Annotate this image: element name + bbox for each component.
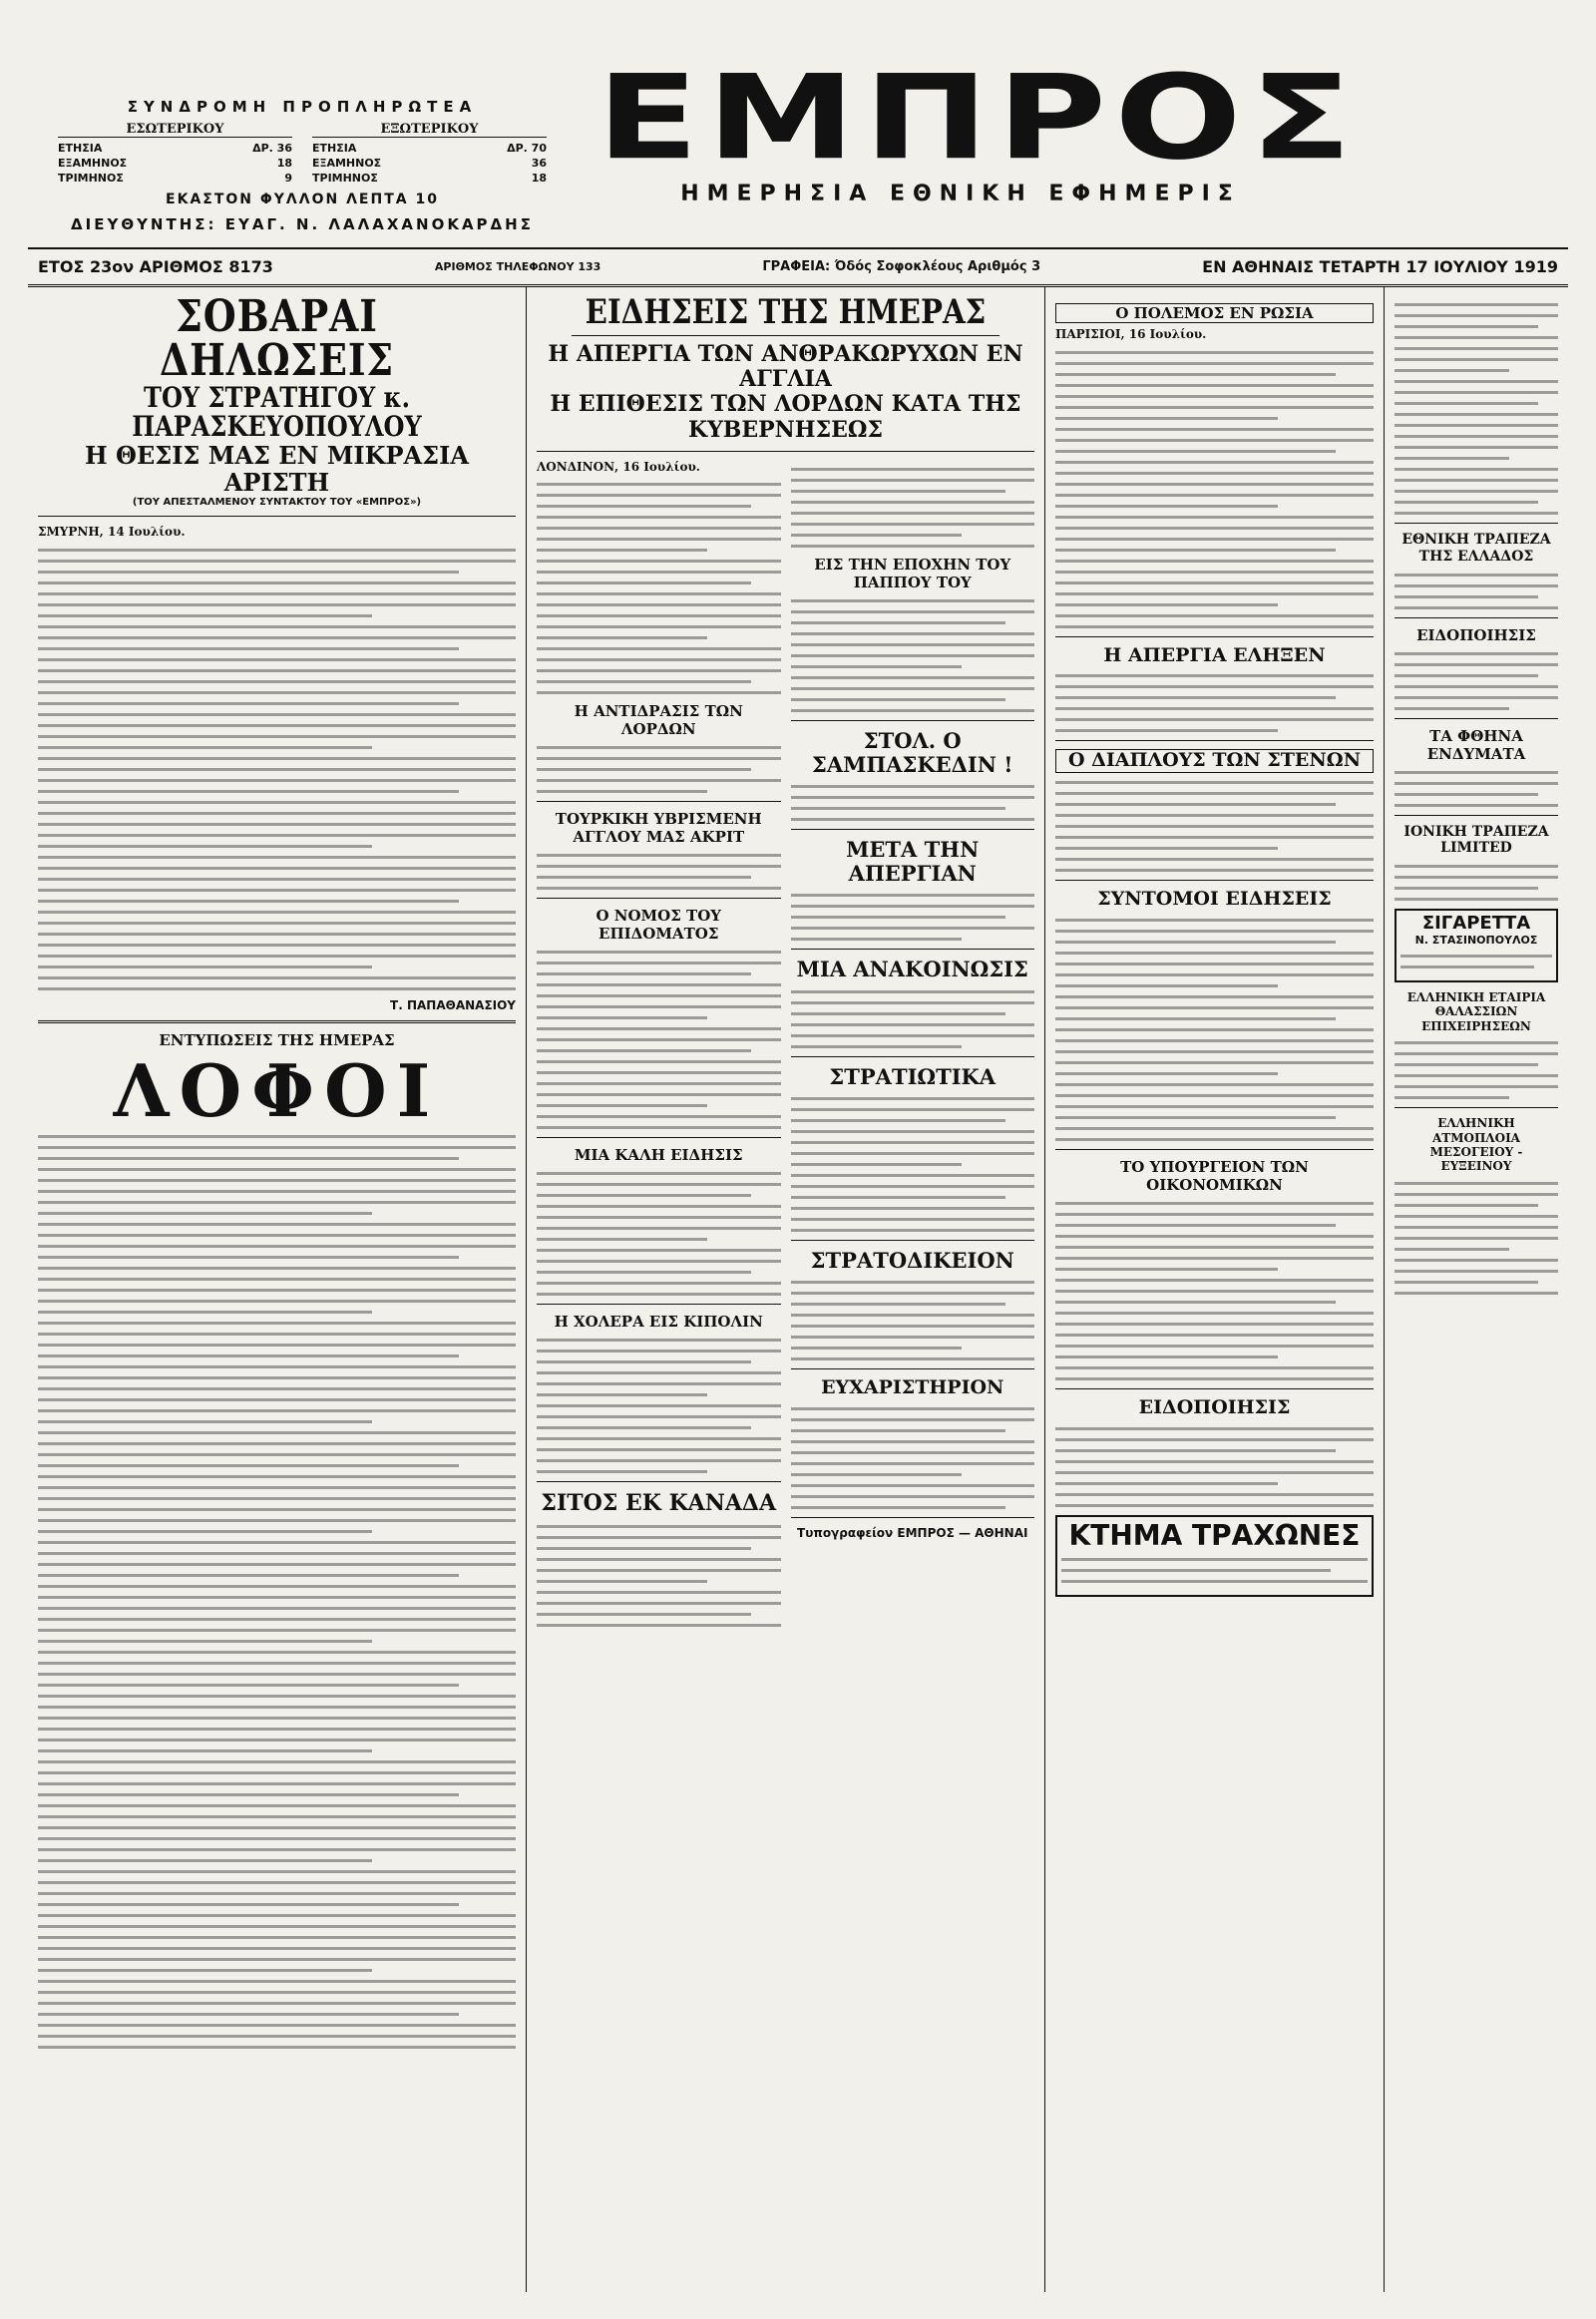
rate-label: ΕΤΗΣΙΑ <box>312 142 357 155</box>
rate-label: ΕΞΑΜΗΝΟΣ <box>58 157 128 170</box>
subhead: ΤΑ ΦΘΗΝΑ ΕΝΔΥΜΑΤΑ <box>1426 726 1526 763</box>
section-title: ΕΙΔΗΣΕΙΣ ΤΗΣ ΗΜΕΡΑΣ <box>572 295 999 336</box>
column-3 <box>1045 287 1385 2292</box>
headline-lords: Η ΕΠΙΘΕΣΙΣ ΤΩΝ ΛΟΡΔΩΝ ΚΑΤΑ ΤΗΣ ΚΥΒΕΡΝΗΣΕΩΣ <box>550 391 1021 443</box>
subhead: Ο ΠΟΛΕΜΟΣ ΕΝ ΡΩΣΙΑ <box>1055 303 1374 323</box>
subhead: Η ΑΠΕΡΓΙΑ ΕΛΗΞΕΝ <box>1103 643 1326 666</box>
headline-strike: Η ΑΠΕΡΓΙΑ ΤΩΝ ΑΝΘΡΑΚΩΡΥΧΩΝ ΕΝ ΑΓΓΛΙΑ <box>548 340 1023 392</box>
rate-value: 36 <box>531 157 547 170</box>
rate-label: ΕΤΗΣΙΑ <box>58 142 103 155</box>
byline: (ΤΟΥ ΑΠΕΣΤΑΛΜΕΝΟΥ ΣΥΝΤΑΚΤΟΥ ΤΟΥ «ΕΜΠΡΟΣ») <box>132 496 422 508</box>
article-body <box>537 483 781 694</box>
rate-value: ΔΡ. 36 <box>252 142 292 155</box>
ad-title: ΚΤΗΜΑ ΤΡΑΧΩΝΕΣ <box>1068 1518 1361 1552</box>
article-dateline: ΛΟΝΔΙΝΟΝ, 16 Ιουλίου. <box>537 459 700 474</box>
subhead: ΣΤΡΑΤΙΩΤΙΚΑ <box>829 1063 997 1089</box>
subhead: Ο ΝΟΜΟΣ ΤΟΥ ΕΠΙΔΟΜΑΤΟΣ <box>596 907 721 944</box>
domestic-heading: ΕΣΩΤΕΡΙΚΟΥ <box>58 122 292 138</box>
subhead: ΣΤΡΑΤΟΔΙΚΕΙΟΝ <box>810 1247 1014 1273</box>
article-dateline: ΣΜΥΡΝΗ, 14 Ιουλίου. <box>38 524 186 539</box>
rate-label: ΕΞΑΜΗΝΟΣ <box>312 157 382 170</box>
subhead: ΙΟΝΙΚΗ ΤΡΑΠΕΖΑ LIMITED <box>1403 823 1549 857</box>
feature-title: ΛΟΦΟΙ <box>113 1047 441 1133</box>
director-line: ΔΙΕΥΘΥΝΤΗΣ: ΕΥΑΓ. Ν. ΛΑΛΑΧΑΝΟΚΑΡΔΗΣ <box>71 215 534 233</box>
subhead: ΣΥΝΤΟΜΟΙ ΕΙΔΗΣΕΙΣ <box>1097 888 1332 911</box>
subhead: ΕΛΛΗΝΙΚΗ ΑΤΜΟΠΛΟΙΑ ΜΕΣΟΓΕΙΟΥ - ΕΥΞΕΙΝΟΥ <box>1429 1116 1523 1174</box>
subhead: ΜΙΑ ΚΑΛΗ ΕΙΔΗΣΙΣ <box>574 1146 743 1165</box>
subhead: ΣΤΟΛ. Ο ΣΑΜΠΑΣΚΕΔΙΝ ! <box>812 727 1013 778</box>
subhead: ΕΥΧΑΡΙΣΤΗΡΙΟΝ <box>821 1375 1004 1398</box>
subhead: Η ΑΝΤΙΔΡΑΣΙΣ ΤΩΝ ΛΟΡΔΩΝ <box>574 702 743 739</box>
headline-sub: ΤΟΥ ΣΤΡΑΤΗΓΟΥ κ. ΠΑΡΑΣΚΕΥΟΠΟΥΛΟΥ <box>132 381 422 444</box>
column-1 <box>28 287 527 2292</box>
subhead: ΕΙΣ ΤΗΝ ΕΠΟΧΗΝ ΤΟΥ ΠΑΠΠΟΥ ΤΟΥ <box>814 555 1011 591</box>
subhead: Η ΧΟΛΕΡΑ ΕΙΣ ΚΙΠΟΛΙΝ <box>554 1313 763 1332</box>
feature-body <box>38 1135 516 2049</box>
subscription-title: ΣΥΝΔΡΟΜΗ ΠΡΟΠΛΗΡΩΤΕΑ <box>127 98 478 116</box>
foreign-heading: ΕΞΩΤΕΡΙΚΟΥ <box>312 122 547 138</box>
subhead: ΣΙΤΟΣ ΕΚ ΚΑΝΑΔΑ <box>541 1490 777 1517</box>
ad-title: ΣΙΓΑΡΕΤΤΑ <box>1421 913 1531 935</box>
subhead: ΕΛΛΗΝΙΚΗ ΕΤΑΙΡΙΑ ΘΑΛΑΣΣΙΩΝ ΕΠΙΧΕΙΡΗΣΕΩΝ <box>1406 990 1546 1033</box>
subhead: ΕΙΔΟΠΟΙΗΣΙΣ <box>1416 625 1536 644</box>
main-headline: ΣΟΒΑΡΑΙ ΔΗΛΩΣΕΙΣ <box>159 291 395 386</box>
subhead: ΜΙΑ ΑΝΑΚΟΙΝΩΣΙΣ <box>796 957 1028 982</box>
rate-value: 9 <box>284 172 292 185</box>
issue-date: ΕΝ ΑΘΗΝΑΙΣ ΤΕΤΑΡΤΗ 17 ΙΟΥΛΙΟΥ 1919 <box>1202 257 1558 276</box>
column-2 <box>527 287 1045 2292</box>
newspaper-logo: ΕΜΠΡΟΣ <box>597 50 1361 187</box>
issue-number: ΕΤΟΣ 23ον ΑΡΙΘΜΟΣ 8173 <box>38 257 273 276</box>
ad-subtitle: Ν. ΣΤΑΣΙΝΟΠΟΥΛΟΣ <box>1414 934 1538 948</box>
issue-price: ΕΚΑΣΤΟΝ ΦΥΛΛΟΝ ΛΕΠΤΑ 10 <box>166 192 439 207</box>
subhead: ΕΙΔΟΠΟΙΗΣΙΣ <box>1138 1396 1291 1419</box>
headline-third: Η ΘΕΣΙΣ ΜΑΣ ΕΝ ΜΙΚΡΑΣΙΑ ΑΡΙΣΤΗ <box>85 440 469 498</box>
topic-label: ΕΝΤΥΠΩΣΕΙΣ ΤΗΣ ΗΜΕΡΑΣ <box>159 1030 395 1049</box>
printer-note: Τυπογραφείον ΕΜΠΡΟΣ — ΑΘΗΝΑΙ <box>797 1525 1028 1540</box>
article-body <box>38 549 516 990</box>
subscription-box <box>58 98 547 233</box>
subhead: ΤΟ ΥΠΟΥΡΓΕΙΟΝ ΤΩΝ ΟΙΚΟΝΟΜΙΚΩΝ <box>1120 1158 1309 1195</box>
rate-value: 18 <box>531 172 547 185</box>
masthead <box>28 20 1568 249</box>
rate-value: ΔΡ. 70 <box>507 142 547 155</box>
advertisement <box>1055 1515 1374 1597</box>
subhead: ΕΘΝΙΚΗ ΤΡΑΠΕΖΑ ΤΗΣ ΕΛΛΑΔΟΣ <box>1401 532 1551 565</box>
subhead: Ο ΔΙΑΠΛΟΥΣ ΤΩΝ ΣΤΕΝΩΝ <box>1055 749 1374 773</box>
advertisement <box>1395 909 1558 982</box>
article-dateline: ΠΑΡΙΣΙΟΙ, 16 Ιουλίου. <box>1055 327 1207 341</box>
subhead: ΤΟΥΡΚΙΚΗ ΥΒΡΙΣΜΕΝΗ ΑΓΓΛΟΥ ΜΑΣ ΑΚΡΙΤ <box>555 810 762 847</box>
rate-value: 18 <box>276 157 292 170</box>
newspaper-subtitle: ΗΜΕΡΗΣΙΑ ΕΘΝΙΚΗ ΕΦΗΜΕΡΙΣ <box>680 182 1241 206</box>
phone-number: ΑΡΙΘΜΟΣ ΤΗΛΕΦΩΝΟΥ 133 <box>434 260 601 273</box>
rate-label: ΤΡΙΜΗΝΟΣ <box>58 172 124 185</box>
rate-label: ΤΡΙΜΗΝΟΣ <box>312 172 378 185</box>
office-address: ΓΡΑΦΕΙΑ: Όδός Σοφοκλέους Αριθμός 3 <box>762 259 1041 274</box>
subhead: ΜΕΤΑ ΤΗΝ ΑΠΕΡΓΙΑΝ <box>846 837 980 887</box>
column-4 <box>1385 287 1568 2292</box>
issue-info-bar <box>28 249 1568 287</box>
article-signature: Τ. ΠΑΠΑΘΑΝΑΣΙΟΥ <box>390 997 516 1012</box>
